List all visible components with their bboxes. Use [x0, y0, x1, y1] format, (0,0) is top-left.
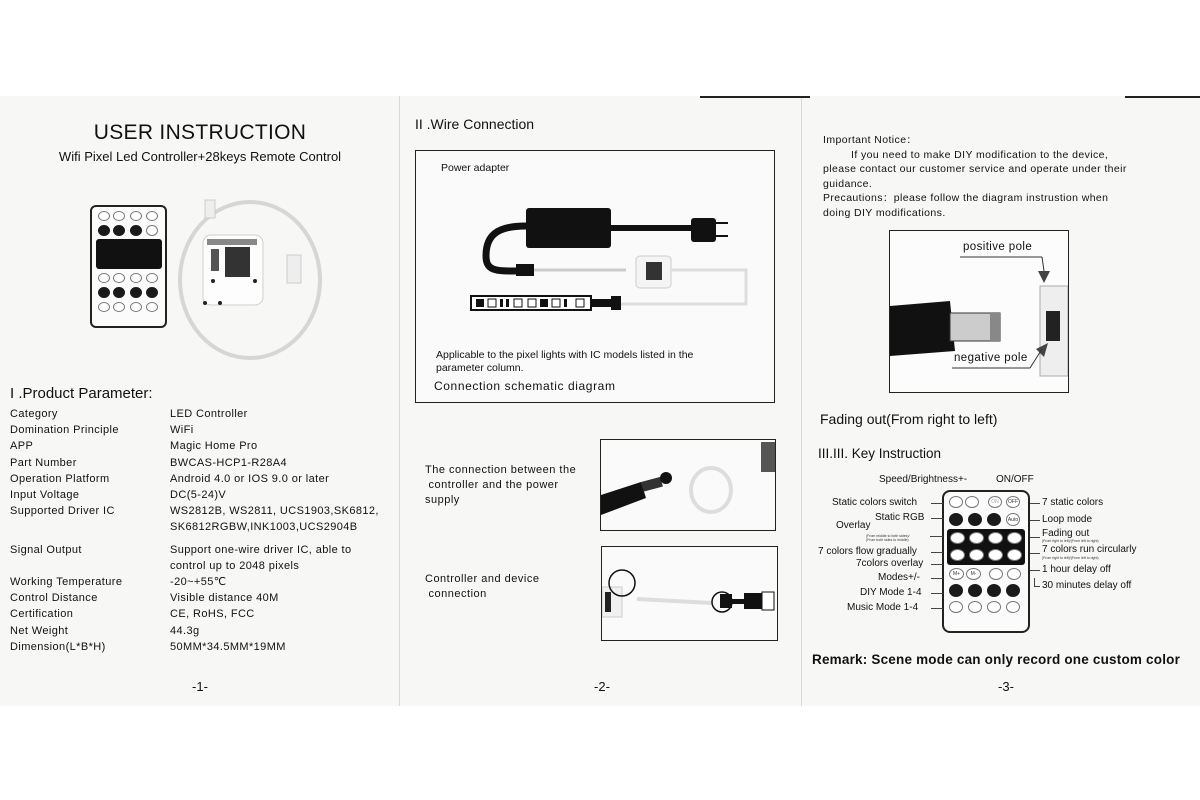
applicability-note: [436, 349, 693, 375]
leader-line: [931, 518, 943, 519]
remote-button: [113, 302, 125, 312]
remote-button-block: [96, 239, 162, 269]
param-key: Net Weight: [10, 624, 69, 637]
table-row: [10, 590, 400, 606]
mode-plus-button: M+: [949, 568, 964, 580]
remote-button: [113, 211, 125, 221]
leader-line: [931, 564, 943, 565]
label-run-detail: (From right to left)/(From left to right): [1042, 556, 1099, 560]
label-speed-brightness: Speed/Brightness+-: [879, 474, 968, 485]
remote-button: [113, 273, 125, 283]
section-heading-key-instruction: III.III. Key Instruction: [818, 446, 942, 461]
leader-line: [1034, 578, 1035, 586]
remote-button: [113, 287, 125, 298]
notice-line: guidance.: [823, 177, 873, 190]
static-7-button: [987, 513, 1001, 526]
page-number: -1-: [192, 679, 208, 694]
remote-button: [146, 302, 158, 312]
diy-button: [1006, 584, 1020, 597]
note-line: Applicable to the pixel lights with IC models listed in the: [436, 349, 694, 361]
remote-button: [130, 225, 142, 236]
label-modes: Modes+/-: [878, 572, 920, 583]
remote-button: [146, 211, 158, 221]
music-button: [949, 601, 963, 613]
table-row: [10, 438, 400, 454]
effect-button: [969, 549, 984, 561]
mode-minus-button: M-: [966, 568, 981, 580]
static-rgb-button: [968, 513, 982, 526]
label-7-static-colors: 7 static colors: [1042, 497, 1104, 508]
remark-text: Remark: Scene mode can only record one custom color: [812, 652, 1181, 667]
table-row: [10, 519, 400, 535]
controller-image: [175, 195, 325, 365]
param-value: 50MM*34.5MM*19MM: [170, 640, 286, 653]
table-row: [10, 455, 400, 471]
param-key-empty: [10, 519, 170, 535]
label-fading-detail: (From right to left)/(From left to right): [1042, 539, 1099, 543]
leader-line: [931, 578, 943, 579]
remote-control-image: [90, 205, 167, 328]
param-value: -20~+55℃: [170, 576, 227, 589]
remote-button: [146, 273, 158, 283]
label-music-mode: Music Mode 1-4: [847, 602, 919, 613]
leader-line: [930, 536, 943, 537]
notice-line: please contact our customer service and operate under their: [823, 163, 1127, 175]
notice-line: doing DIY modifications.: [823, 206, 946, 219]
param-value: Android 4.0 or IOS 9.0 or later: [170, 472, 330, 485]
param-value: WS2812B, WS2811, UCS1903,SK6812,: [170, 505, 379, 518]
page-number: -2-: [594, 679, 610, 694]
step-line: connection: [425, 588, 487, 600]
static-colors-button: [949, 513, 963, 526]
effect-button: [969, 532, 984, 544]
step-power-connection-text: [425, 463, 576, 508]
parameter-table: [10, 406, 400, 655]
remote-button: [146, 287, 158, 298]
leader-line: [931, 503, 943, 504]
table-row: [10, 574, 400, 590]
table-row: [10, 558, 400, 574]
leader-line: [931, 608, 943, 609]
on-button: ON: [988, 496, 1002, 508]
pole-diagram-box: [889, 230, 1069, 393]
label-fading-out: Fading out: [1042, 528, 1090, 539]
manual-subtitle: Wifi Pixel Led Controller+28keys Remote Control: [58, 149, 342, 164]
param-value: Support one-wire driver IC, able to: [170, 543, 352, 556]
effect-button: [950, 549, 965, 561]
remote-button: [130, 273, 142, 283]
table-row: [10, 471, 400, 487]
page-divider: [801, 96, 802, 706]
diy-button: [968, 584, 982, 597]
effect-button: [988, 532, 1003, 544]
param-key: Dimension(L*B*H): [10, 640, 106, 653]
param-value: WiFi: [170, 424, 194, 437]
power-connection-photo: [600, 439, 776, 531]
label-30-minutes-delay: 30 minutes delay off: [1042, 580, 1132, 591]
remote-button: [130, 211, 142, 221]
label-on-off: ON/OFF: [996, 474, 1034, 485]
label-loop-mode: Loop mode: [1042, 514, 1093, 525]
param-value: CE, RoHS, FCC: [170, 608, 255, 621]
label-1-hour-delay: 1 hour delay off: [1042, 564, 1111, 575]
power-adapter-label: Power adapter: [441, 162, 510, 174]
page-number: -3-: [998, 679, 1014, 694]
label-overlay-detail-1: (From middle to both sides)/: [866, 534, 910, 538]
leader-line: [1030, 570, 1040, 571]
param-key: Working Temperature: [10, 576, 123, 589]
param-key: Input Voltage: [10, 489, 80, 502]
table-row: [10, 623, 400, 639]
important-notice: [823, 133, 1163, 220]
step-line: controller and the power: [425, 479, 559, 491]
timer-30m-button: [1007, 568, 1021, 580]
param-key: Part Number: [10, 456, 77, 469]
remote-button: [98, 287, 110, 298]
positive-pole-label: positive pole: [963, 241, 1033, 253]
effect-button: [988, 549, 1003, 561]
step-line: The connection between the: [425, 464, 577, 476]
remote-button: [130, 287, 142, 298]
remote-button: [98, 211, 110, 221]
device-plug-image: [602, 547, 777, 640]
leader-line: [1030, 503, 1040, 504]
auto-button: Auto: [1006, 513, 1020, 526]
diy-button: [987, 584, 1001, 597]
param-value: DC(5-24)V: [170, 489, 227, 502]
negative-pole-label: negative pole: [954, 352, 1028, 364]
remote-button: [146, 225, 158, 236]
paper-edge: [700, 96, 810, 98]
step-line: Controller and device: [425, 573, 540, 585]
manual-title: USER INSTRUCTION: [93, 121, 307, 144]
param-value: Visible distance 40M: [170, 592, 279, 605]
remote-button: [98, 225, 110, 236]
music-button: [987, 601, 1001, 613]
param-key: Domination Principle: [10, 424, 119, 437]
timer-1h-button: [989, 568, 1003, 580]
param-value: LED Controller: [170, 408, 248, 420]
param-value: SK6812RGBW,INK1003,UCS2904B: [170, 521, 358, 534]
leader-line: [1030, 553, 1040, 554]
label-static-colors-switch: Static colors switch: [832, 497, 918, 508]
power-plug-image: [601, 440, 775, 530]
param-key: Category: [10, 408, 58, 420]
table-row: [10, 487, 400, 503]
step-line: supply: [425, 494, 460, 506]
table-row: [10, 406, 400, 422]
label-7-colors-run: 7 colors run circularly: [1042, 544, 1137, 555]
remote-button: [98, 273, 110, 283]
music-button: [1006, 601, 1020, 613]
key-instruction-remote: [942, 490, 1030, 633]
label-7colors-overlay: 7colors overlay: [856, 558, 924, 569]
fading-caption: Fading out(From right to left): [820, 411, 998, 427]
param-key: Certification: [10, 608, 74, 621]
table-row: [10, 422, 400, 438]
music-button: [968, 601, 982, 613]
effect-buttons-block: [947, 529, 1025, 565]
step-device-connection-text: [425, 572, 539, 602]
param-value: BWCAS-HCP1-R28A4: [170, 456, 288, 469]
notice-title: Important Notice：: [823, 134, 918, 146]
label-diy-mode: DIY Mode 1-4: [860, 587, 922, 598]
param-value: control up to 2048 pixels: [170, 559, 300, 572]
param-key: Control Distance: [10, 592, 98, 605]
label-7-colors-flow: 7 colors flow gradually: [818, 546, 917, 557]
leader-line: [1030, 537, 1040, 538]
label-overlay: Overlay: [836, 520, 871, 531]
paper-edge: [1125, 96, 1200, 98]
param-value: 44.3g: [170, 624, 200, 637]
remote-button: [130, 302, 142, 312]
section-heading-product-parameter: I .Product Parameter:: [10, 385, 153, 402]
notice-line: If you need to make DIY modification to the device,: [851, 148, 1109, 161]
param-key: APP: [10, 440, 34, 453]
remote-button: [113, 225, 125, 236]
leader-line: [1030, 520, 1040, 521]
param-key: Signal Output: [10, 543, 82, 556]
leader-line: [1034, 586, 1040, 587]
schematic-caption: Connection schematic diagram: [434, 379, 616, 393]
diy-button: [949, 584, 963, 597]
connection-schematic-box: [415, 150, 775, 403]
speed-down-button: [949, 496, 963, 508]
speed-up-button: [965, 496, 979, 508]
table-row: [10, 503, 400, 519]
effect-button: [950, 532, 965, 544]
off-button: OFF: [1006, 496, 1020, 508]
section-heading-wire-connection: II .Wire Connection: [415, 116, 535, 132]
effect-button: [1007, 549, 1022, 561]
param-key: Supported Driver IC: [10, 505, 115, 518]
note-line: parameter column.: [436, 362, 524, 374]
connection-diagram-image: [466, 196, 756, 326]
param-value: Magic Home Pro: [170, 440, 258, 453]
effect-button: [1007, 532, 1022, 544]
param-key-empty: [10, 558, 170, 574]
table-row: [10, 542, 400, 558]
label-static-rgb: Static RGB: [875, 512, 925, 523]
notice-line: Precautions：please follow the diagram instrustion when: [823, 192, 1109, 204]
device-connection-photo: [601, 546, 778, 641]
leader-line: [931, 593, 943, 594]
dc-plug-pole-image: [890, 231, 1068, 392]
label-overlay-detail-2: (From both sides to middle): [866, 538, 909, 542]
leader-line: [931, 552, 943, 553]
table-row: [10, 606, 400, 622]
param-key: Operation Platform: [10, 472, 110, 485]
table-row: [10, 639, 400, 655]
remote-button: [98, 302, 110, 312]
